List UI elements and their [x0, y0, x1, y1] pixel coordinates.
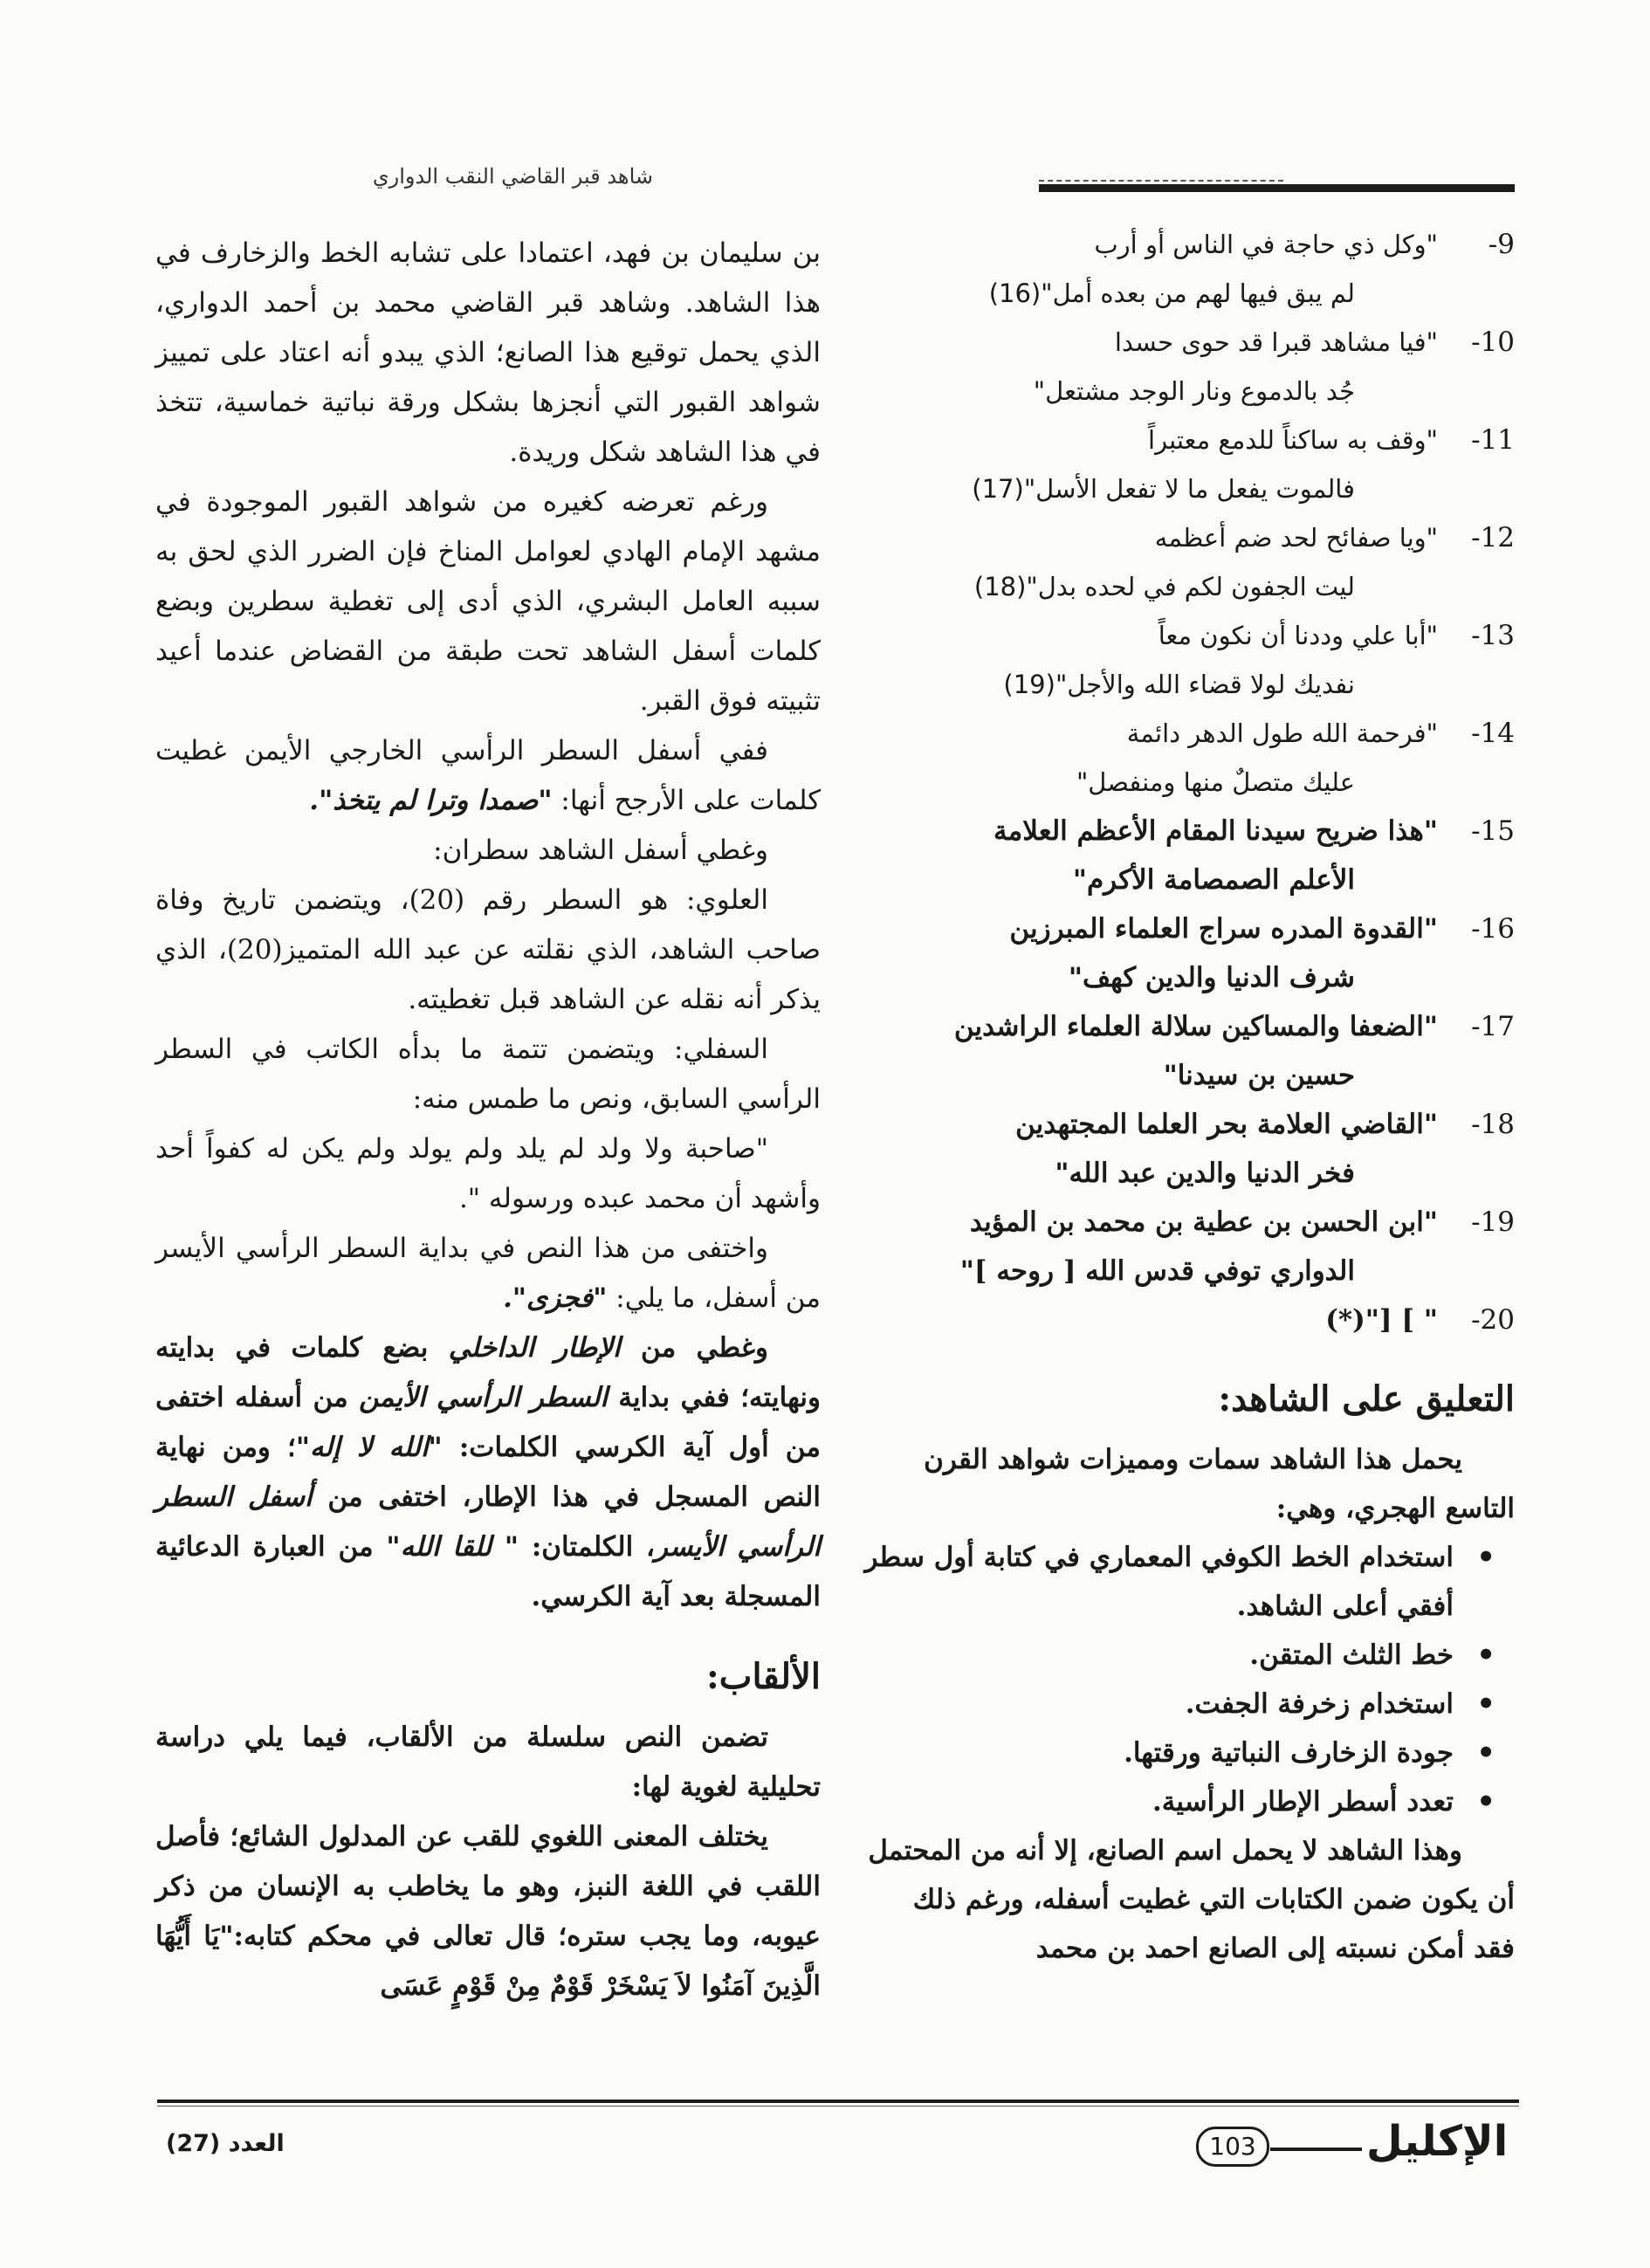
line-second-half: عليك متصلٌ منها ومنفصل"	[1076, 767, 1355, 797]
feature-list	[864, 1533, 1515, 1826]
line-text	[864, 513, 1438, 611]
right-column	[864, 220, 1515, 1973]
emphasis: السطر الرأسي الأيمن	[359, 1382, 608, 1413]
line-number: 9-	[1488, 229, 1515, 260]
inscription-line	[864, 611, 1515, 709]
line-number: 15-	[1471, 815, 1515, 847]
text-run: بضع كلمات في بدايته ونهايته؛ ففي بداية	[155, 1332, 821, 1413]
emphasis: " للقا الله"	[386, 1531, 519, 1563]
inscription-line	[864, 318, 1515, 416]
header-rule	[1039, 184, 1515, 192]
line-second-half: فخر الدنيا والدين عبد الله"	[1055, 1158, 1355, 1189]
line-second-half: الأعلم الصمصامة الأكرم"	[1072, 864, 1355, 896]
text-run: ففي أسفل السطر الرأسي الخارجي الأيمن غطيت كلمات على الأرجح أنها:	[155, 735, 821, 816]
line-first-half: " ] ["(*)	[1325, 1304, 1438, 1336]
feature-item: • استخدام الخط الكوفي المعماري في كتابة أول سطر أفقي أعلى الشاهد.	[864, 1533, 1454, 1631]
quoted-words: "صمدا وترا لم يتخذ".	[309, 785, 553, 816]
comment-closing: وهذا الشاهد لا يحمل اسم الصانع، إلا أنه من المحتمل أن يكون ضمن الكتابات التي غطيت أسفله، ورغم ذلك فقد أمكن نسبته إلى الصانع احمد بن محمد	[868, 1835, 1515, 1964]
text-run: واختفى من هذا النص في بداية السطر الرأسي الأيسر من أسفل، ما يلي:	[155, 1233, 821, 1314]
paragraph: ورغم تعرضه كغيره من شواهد القبور الموجودة في مشهد الإمام الهادي لعوامل المناخ فإن الضرر الذي لحق به سببه العامل البشري، الذي أدى إلى تغطية سطرين وبضع كلمات أسفل الشاهد تحت طبقة من القضاض عندما أعيد تثبيته فوق القبر.	[155, 486, 821, 717]
line-text	[864, 318, 1438, 416]
line-number: 19-	[1471, 1206, 1515, 1238]
comment-heading: التعليق على الشاهد:	[1218, 1378, 1515, 1419]
inscription-line	[864, 807, 1515, 904]
inscription-lines	[864, 220, 1515, 1344]
line-first-half: "هذا ضريح سيدنا المقام الأعظم العلامة	[993, 815, 1438, 847]
line-number: 18-	[1471, 1109, 1515, 1140]
line-number: 10-	[1471, 326, 1515, 358]
line-first-half: "ابن الحسن بن عطية بن محمد بن المؤيد	[969, 1206, 1438, 1238]
line-number: 17-	[1471, 1011, 1515, 1042]
line-text	[864, 1296, 1438, 1344]
inscription-line	[864, 1198, 1515, 1296]
paragraph: السفلي: ويتضمن تتمة ما بدأه الكاتب في السطر الرأسي السابق، ونص ما طمس منه:	[155, 1034, 821, 1115]
quoted-words: "فجزى".	[503, 1282, 608, 1314]
comment-intro: يحمل هذا الشاهد سمات ومميزات شواهد القرن التاسع الهجري، وهي:	[924, 1444, 1515, 1524]
inscription-line	[864, 1296, 1515, 1344]
line-text	[864, 1002, 1438, 1100]
line-second-half: نفديك لولا قضاء الله والأجل"(19)	[1003, 670, 1355, 699]
line-second-half: ليت الجفون لكم في لحده بدل"(18)	[973, 572, 1355, 601]
journal-logo: الإكليل	[1366, 2117, 1509, 2166]
line-text	[864, 709, 1438, 807]
inscription-line	[864, 416, 1515, 513]
text-run: وغطي من	[620, 1332, 768, 1364]
page-number: 103	[1196, 2127, 1269, 2167]
line-number: 13-	[1471, 620, 1515, 651]
feature-item: • تعدد أسطر الإطار الرأسية.	[864, 1777, 1454, 1826]
running-head: شاهد قبر القاضي النقب الدواري	[372, 164, 653, 189]
feature-item: • جودة الزخارف النباتية ورقتها.	[864, 1728, 1454, 1777]
line-text	[864, 904, 1438, 1002]
inscription-line	[864, 1100, 1515, 1198]
text-run: ، الكلمتان:	[519, 1531, 655, 1563]
inscription-line	[864, 709, 1515, 807]
line-first-half: "أبا علي وددنا أن نكون معاً	[1158, 621, 1438, 650]
logo-tail-line	[1270, 2148, 1362, 2151]
paragraph	[155, 726, 821, 826]
line-first-half: "فرحمة الله طول الدهر دائمة	[1126, 718, 1438, 748]
paragraph: وغطي أسفل الشاهد سطران:	[433, 835, 768, 866]
line-text	[864, 1198, 1438, 1296]
text-run: من أسفله اختفى من أول آية الكرسي الكلمات:	[155, 1382, 821, 1463]
emphasis: أسفل السطر الرأسي الأيسر	[155, 1481, 822, 1563]
emphasis: "الله لا إله"	[295, 1432, 443, 1463]
line-first-half: "القدوة المدره سراج العلماء المبرزين	[1009, 913, 1438, 945]
inscription-line	[864, 904, 1515, 1002]
paragraph: يختلف المعنى اللغوي للقب عن المدلول الشائع؛ فأصل اللقب في اللغة النبز، وهو ما يخاطب به الإنسان من ذكر عيوبه، وما يجب ستره؛ قال تعالى في محكم كتابه:"يَا أَيُّهَا الَّذِينَ آمَنُوا لاَ يَسْخَرْ قَوْمٌ مِنْ قَوْمٍ عَسَى	[155, 1821, 821, 2002]
text-run: ؛ ومن نهاية النص المسجل في هذا الإطار، اختفى من	[155, 1432, 821, 1513]
line-first-half: "القاضي العلامة بحر العلما المجتهدين	[1015, 1109, 1438, 1140]
line-first-half: "ويا صفائح لحد ضم أعظمه	[1154, 523, 1438, 553]
line-text	[864, 611, 1438, 709]
paragraph: بن سليمان بن فهد، اعتمادا على تشابه الخط والزخارف في هذا الشاهد. وشاهد قبر القاضي محمد بن أحمد الدواري، الذي يحمل توقيع هذا الصانع؛ الذي يبدو أنه اعتاد على تمييز شواهد القبور التي أنجزها بشكل ورقة نباتية خماسية، تتخذ في هذا الشاهد شكل وريدة.	[155, 237, 821, 468]
line-second-half: فالموت يفعل ما لا تفعل الأسل"(17)	[972, 474, 1355, 504]
line-number: 14-	[1471, 718, 1515, 749]
feature-item: • خط الثلث المتقن.	[864, 1631, 1454, 1680]
line-second-half: لم يبق فيها لهم من بعده أمل"(16)	[988, 278, 1355, 308]
line-second-half: جُد بالدموع ونار الوجد مشتعل"	[1033, 376, 1355, 406]
inscription-line	[864, 1002, 1515, 1100]
line-text	[864, 807, 1438, 904]
line-text	[864, 1100, 1438, 1198]
line-first-half: "وكل ذي حاجة في الناس أو أرب	[1094, 230, 1438, 259]
line-text	[864, 416, 1438, 513]
left-column	[155, 229, 821, 2011]
issue-number: العدد (27)	[166, 2130, 285, 2157]
paragraph: "صاحبة ولا ولد لم يلد ولم يولد ولم يكن له كفواً أحد وأشهد أن محمد عبده ورسوله ".	[155, 1133, 821, 1214]
footer-rule	[157, 2100, 1519, 2103]
line-text	[864, 220, 1438, 318]
line-number: 20-	[1471, 1304, 1515, 1336]
line-first-half: "الضعفا والمساكين سلالة العلماء الراشدين	[953, 1011, 1438, 1042]
text-run: من العبارة الدعائية المسجلة بعد آية الكرسي.	[155, 1531, 821, 1612]
paragraph	[155, 1323, 821, 1622]
line-second-half: شرف الدنيا والدين كهف"	[1068, 962, 1355, 993]
inscription-line	[864, 220, 1515, 318]
line-first-half: "فيا مشاهد قبرا قد حوى حسدا	[1114, 327, 1438, 357]
feature-item: • استخدام زخرفة الجفت.	[864, 1680, 1454, 1728]
paragraph: العلوي: هو السطر رقم (20)، ويتضمن تاريخ وفاة صاحب الشاهد، الذي نقلته عن عبد الله المتميز(20)، الذي يذكر أنه نقله عن الشاهد قبل تغطيته.	[155, 884, 821, 1015]
titles-heading: الألقاب:	[706, 1656, 821, 1697]
line-number: 11-	[1471, 424, 1515, 456]
inscription-line	[864, 513, 1515, 611]
line-second-half: الدواري توفي قدس الله [ روحه ]"	[959, 1255, 1355, 1287]
paragraph	[155, 1224, 821, 1323]
line-first-half: "وقف به ساكناً للدمع معتبراً	[1148, 425, 1438, 455]
line-number: 16-	[1471, 913, 1515, 945]
paragraph: تضمن النص سلسلة من الألقاب، فيما يلي دراسة تحليلية لغوية لها:	[155, 1722, 821, 1803]
line-number: 12-	[1471, 522, 1515, 553]
line-second-half: حسين بن سيدنا"	[1163, 1060, 1355, 1091]
emphasis: الإطار الداخلي	[448, 1332, 621, 1364]
